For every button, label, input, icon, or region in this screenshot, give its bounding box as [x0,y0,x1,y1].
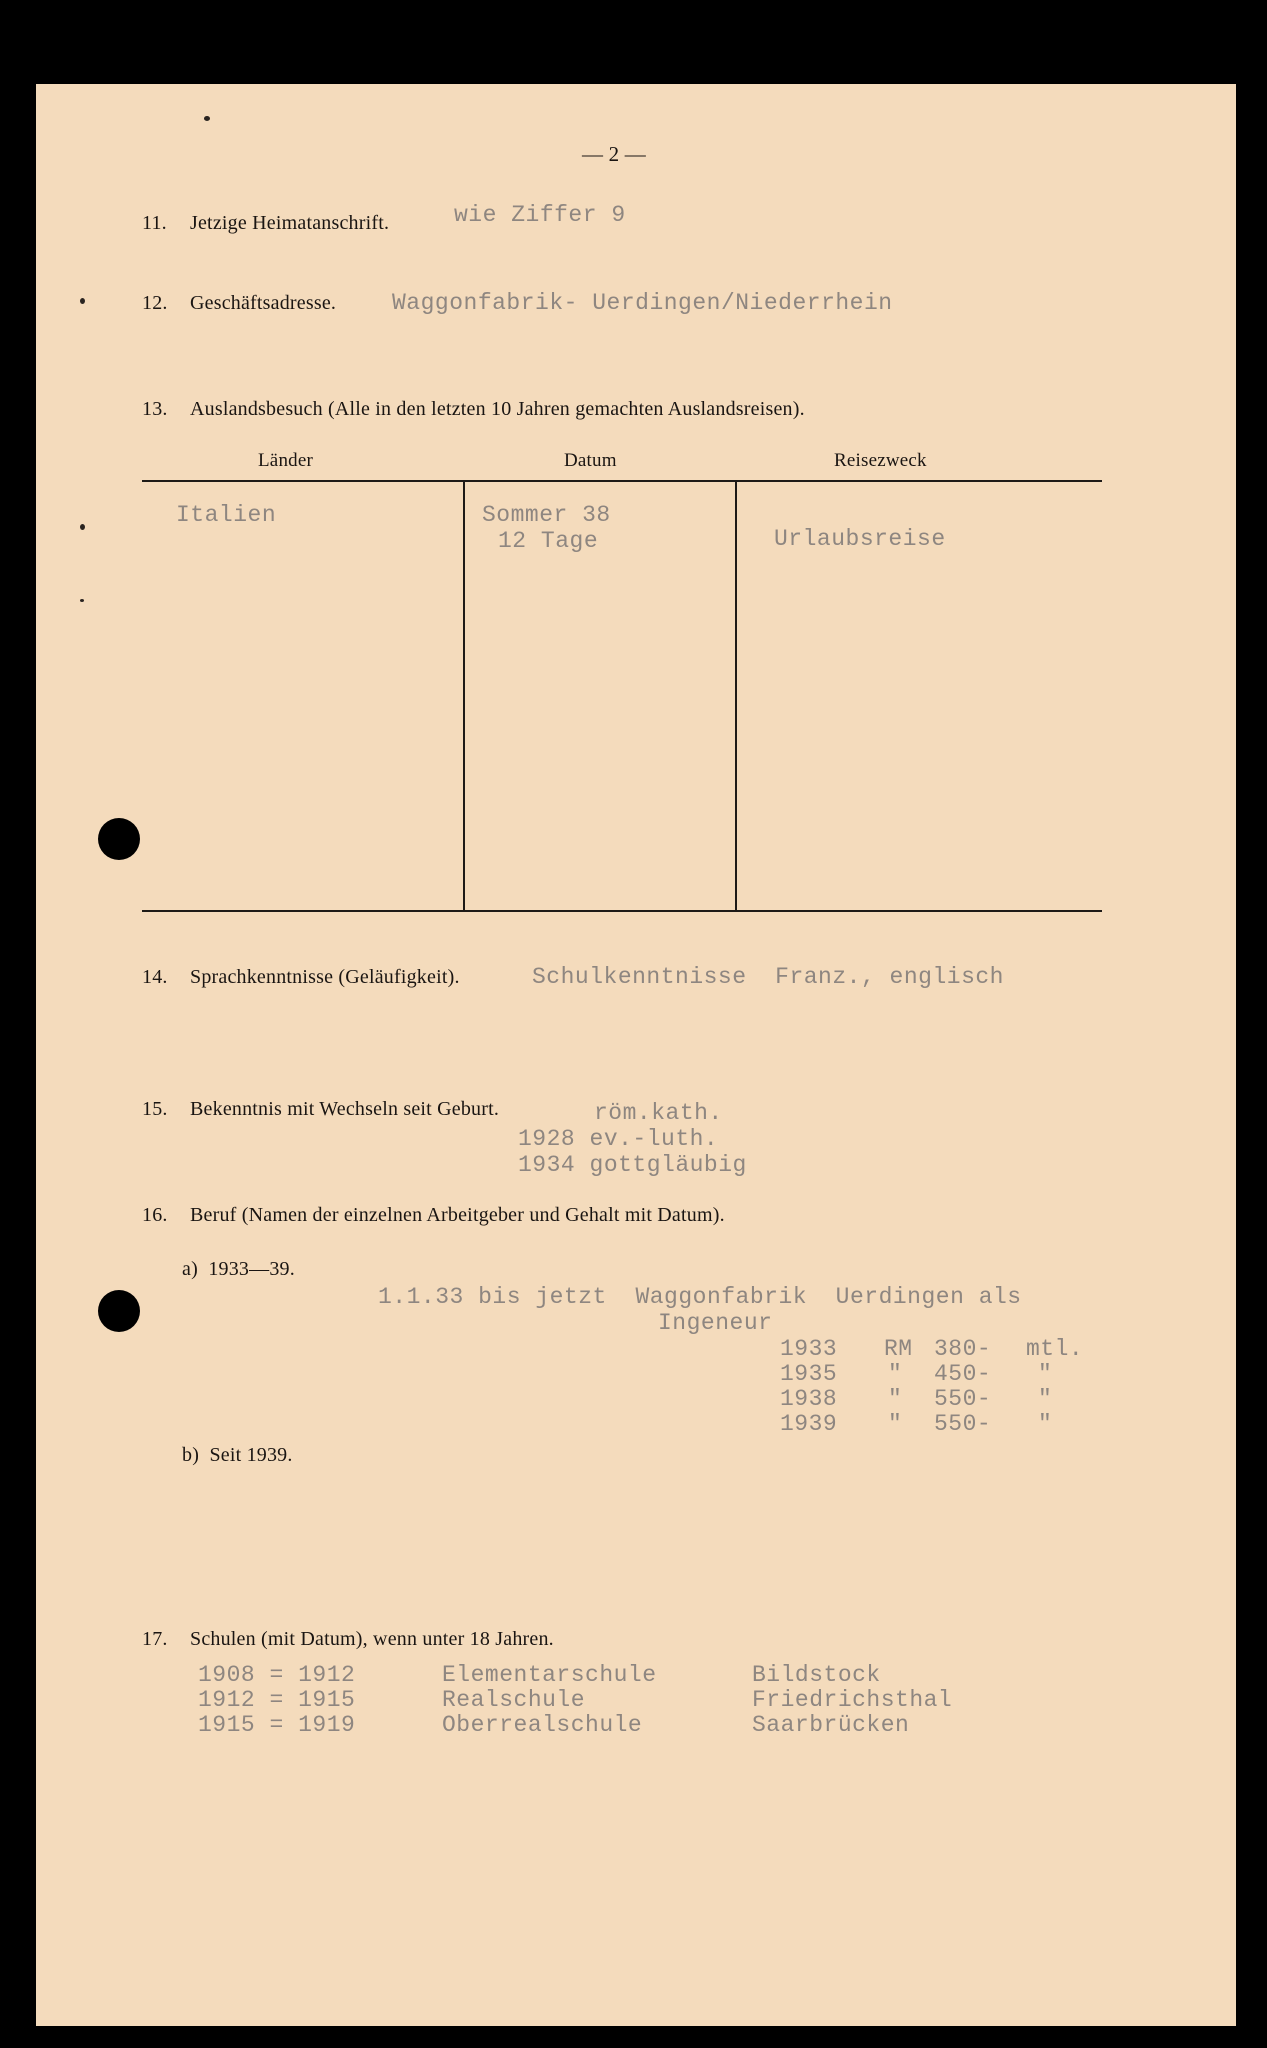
q11-answer: wie Ziffer 9 [454,202,626,228]
salary-year: 1938 [780,1386,838,1412]
table-header-datum: Datum [564,450,617,471]
q17-number: 17. [142,1628,168,1650]
salary-currency: RM [884,1336,913,1362]
school-place: Friedrichsthal [752,1687,953,1713]
q12-answer: Waggonfabrik- Uerdingen/Niederrhein [392,290,893,316]
q11-number: 11. [142,212,167,234]
q16-label: Beruf (Namen der einzelnen Arbeitgeber und Gehalt mit Datum). [190,1204,725,1226]
salary-year: 1933 [780,1336,838,1362]
table-cell-datum-2: 12 Tage [498,528,599,554]
school-place: Saarbrücken [752,1712,910,1738]
paper-speck [80,524,85,530]
school-period: 1908 = 1912 [198,1662,356,1688]
table-header-reisezweck: Reisezweck [834,450,927,471]
paper-speck [80,599,84,602]
q15-number: 15. [142,1098,168,1120]
q17-label: Schulen (mit Datum), wenn unter 18 Jahren. [190,1628,554,1650]
table-cell-land: Italien [176,502,277,528]
q13-label: Auslandsbesuch (Alle in den letzten 10 Jahren gemachten Auslandsreisen). [190,398,805,420]
q13-number: 13. [142,398,168,420]
salary-amount: 550- [934,1411,992,1437]
punch-hole-upper [98,818,140,860]
q15-answer-1: röm.kath. [594,1100,723,1126]
paper-speck [204,116,210,121]
paper-speck [80,298,85,304]
salary-amount: 380- [934,1336,992,1362]
form-sheet [36,84,1236,2026]
q16-a-line1: 1.1.33 bis jetzt Waggonfabrik Uerdingen als [378,1284,1022,1310]
school-period: 1912 = 1915 [198,1687,356,1713]
q16-b-label: b) Seit 1939. [182,1444,293,1466]
q14-label: Sprachkenntnisse (Geläufigkeit). [190,966,460,988]
q11-label: Jetzige Heimatanschrift. [190,212,390,234]
table-bottom-rule [142,910,1102,912]
table-cell-zweck: Urlaubsreise [774,526,946,552]
q15-label: Bekenntnis mit Wechseln seit Geburt. [190,1098,500,1120]
q16-number: 16. [142,1204,168,1226]
punch-hole-lower [98,1290,140,1332]
salary-year: 1939 [780,1411,838,1437]
table-divider-2 [735,480,737,910]
table-header-laender: Länder [258,450,313,471]
q15-answer-2: 1928 ev.-luth. [518,1126,719,1152]
table-divider-1 [463,480,465,910]
school-place: Bildstock [752,1662,881,1688]
salary-unit: " [1038,1361,1053,1387]
school-period: 1915 = 1919 [198,1712,356,1738]
q14-number: 14. [142,966,168,988]
school-name: Oberrealschule [442,1712,643,1738]
salary-amount: 550- [934,1386,992,1412]
salary-currency: " [888,1411,903,1437]
salary-currency: " [888,1386,903,1412]
salary-amount: 450- [934,1361,992,1387]
school-name: Realschule [442,1687,586,1713]
q12-label: Geschäftsadresse. [190,292,337,314]
q12-number: 12. [142,292,168,314]
table-cell-datum-1: Sommer 38 [482,502,611,528]
q14-answer: Schulkenntnisse Franz., englisch [532,964,1004,990]
salary-unit: mtl. [1026,1336,1084,1362]
q16-a-line2: Ingeneur [658,1310,773,1336]
salary-unit: " [1038,1386,1053,1412]
salary-year: 1935 [780,1361,838,1387]
school-name: Elementarschule [442,1662,657,1688]
page-number: — 2 — [582,142,646,166]
salary-currency: " [888,1361,903,1387]
q16-a-label: a) 1933—39. [182,1258,295,1280]
table-top-rule [142,480,1102,482]
q15-answer-3: 1934 gottgläubig [518,1152,747,1178]
salary-unit: " [1038,1411,1053,1437]
